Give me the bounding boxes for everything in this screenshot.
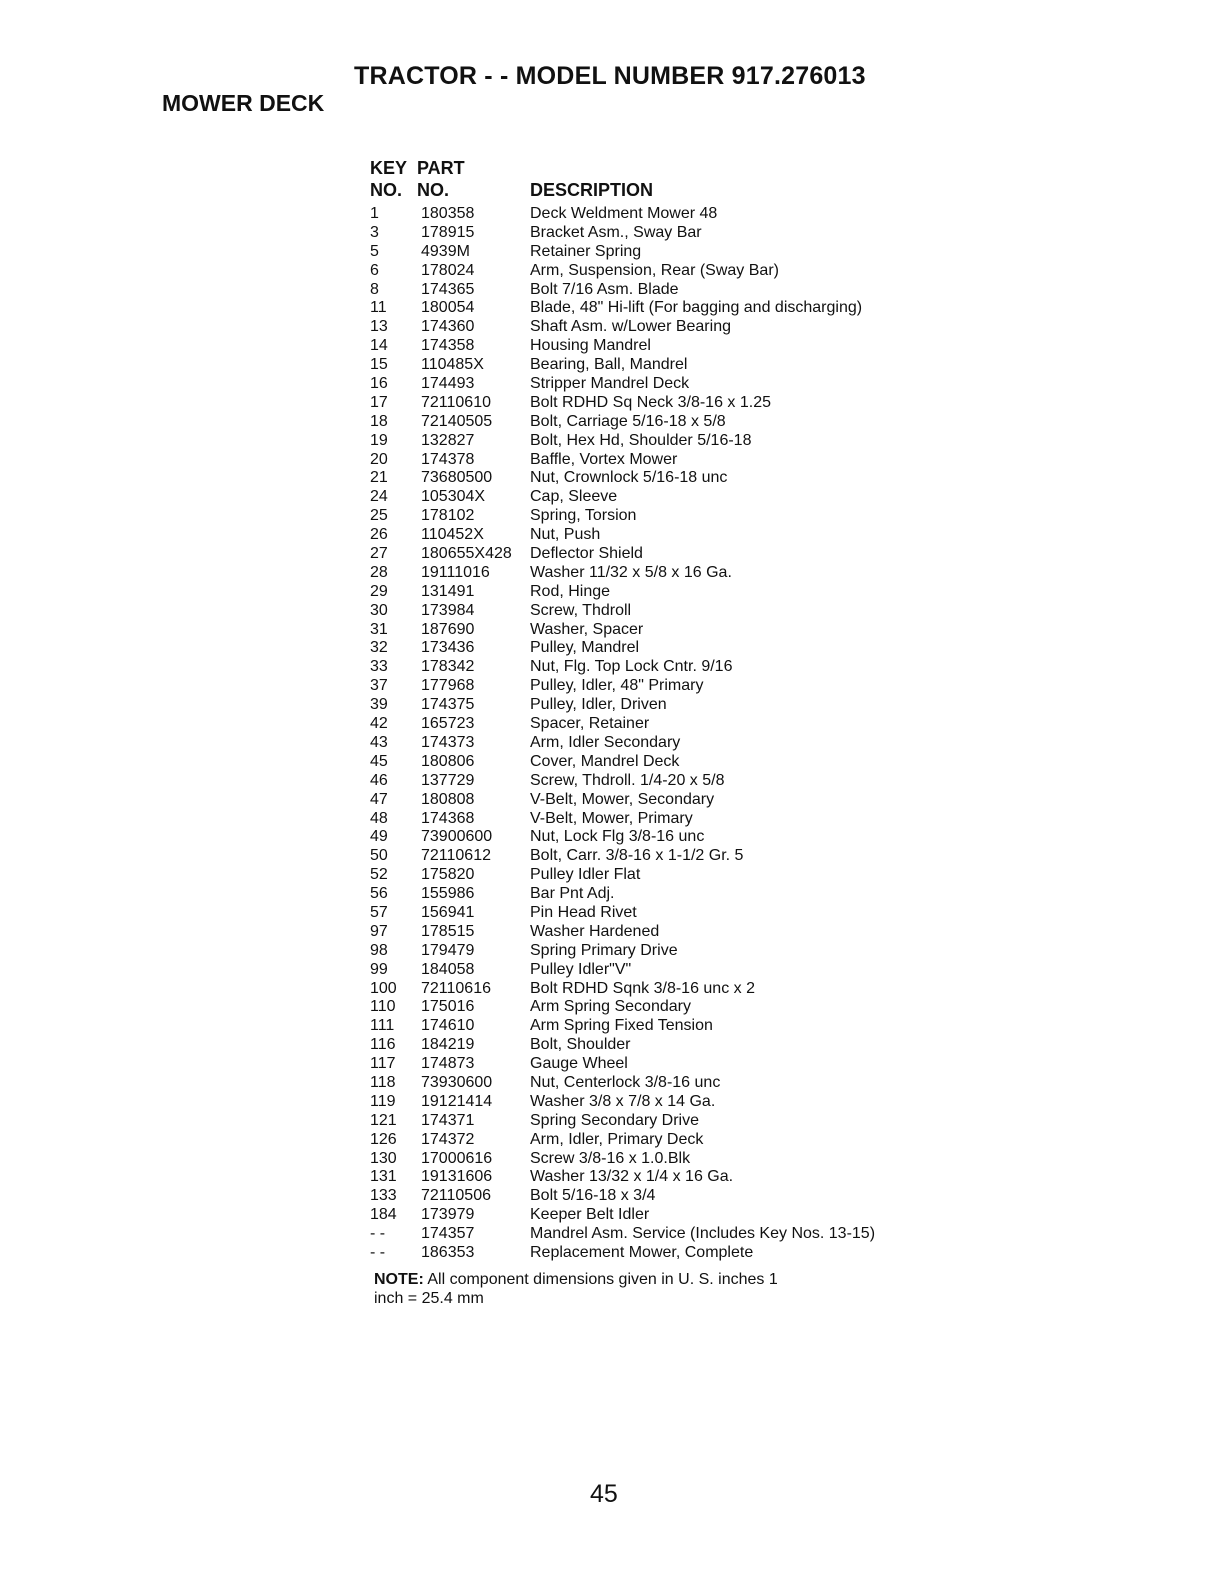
part-no-cell: 72140505: [421, 412, 493, 430]
key-no-cell: 33: [370, 658, 388, 676]
part-no-cell: 180806: [421, 752, 475, 770]
description-cell: Arm, Suspension, Rear (Sway Bar): [530, 261, 779, 279]
description-cell: Rod, Hinge: [530, 582, 611, 600]
table-row: [368, 866, 968, 885]
part-no-cell: 186353: [421, 1243, 475, 1261]
key-no-cell: 97: [370, 922, 388, 940]
description-cell: Baffle, Vortex Mower: [530, 450, 678, 468]
description-cell: Housing Mandrel: [530, 337, 651, 355]
key-no-cell: 130: [370, 1149, 397, 1167]
key-no-cell: 14: [370, 337, 388, 355]
table-row: [368, 980, 968, 999]
key-no-cell: 32: [370, 639, 388, 657]
key-no-cell: 118: [370, 1073, 396, 1091]
key-no-cell: 27: [370, 545, 388, 563]
key-no-cell: 111: [370, 1017, 395, 1035]
table-row: [368, 243, 968, 262]
description-cell: Gauge Wheel: [530, 1055, 628, 1073]
part-no-cell: 17000616: [421, 1149, 493, 1167]
description-cell: Bolt 5/16-18 x 3/4: [530, 1187, 656, 1205]
key-no-cell: - -: [370, 1225, 386, 1243]
key-no-cell: 39: [370, 696, 388, 714]
description-cell: Bolt RDHD Sqnk 3/8-16 unc x 2: [530, 979, 755, 997]
table-row: [368, 791, 968, 810]
key-no-cell: 13: [370, 318, 388, 336]
key-no-header-line1: KEY: [370, 158, 408, 178]
description-cell: Retainer Spring: [530, 242, 642, 260]
description-cell: Deflector Shield: [530, 545, 643, 563]
table-row: [368, 281, 968, 300]
key-no-cell: 21: [370, 469, 388, 487]
part-no-cell: 174873: [421, 1055, 475, 1073]
key-no-cell: 47: [370, 790, 388, 808]
part-no-cell: 131491: [421, 582, 475, 600]
key-no-cell: 99: [370, 960, 388, 978]
part-no-cell: 174360: [421, 318, 475, 336]
description-cell: Nut, Flg. Top Lock Cntr. 9/16: [530, 658, 733, 676]
part-no-cell: 178102: [421, 507, 475, 525]
table-row: [368, 1112, 968, 1131]
table-row: [368, 1225, 968, 1244]
description-cell: Stripper Mandrel Deck: [530, 375, 690, 393]
part-no-cell: 174372: [421, 1130, 475, 1148]
part-no-cell: 19111016: [421, 563, 490, 581]
description-cell: V-Belt, Mower, Primary: [530, 809, 693, 827]
part-no-cell: 173984: [421, 601, 475, 619]
note: [374, 1270, 794, 1308]
description-cell: Pulley Idler"V": [530, 960, 632, 978]
description-cell: Washer, Spacer: [530, 620, 644, 638]
part-no-cell: 73930600: [421, 1073, 493, 1091]
description-cell: Bar Pnt Adj.: [530, 885, 615, 903]
description-cell: Washer 11/32 x 5/8 x 16 Ga.: [530, 563, 732, 581]
table-row: [368, 998, 968, 1017]
description-cell: Spring Primary Drive: [530, 941, 678, 959]
key-no-cell: 45: [370, 752, 388, 770]
part-no-cell: 72110612: [421, 847, 491, 865]
description-cell: Nut, Crownlock 5/16-18 unc: [530, 469, 728, 487]
description-cell: Deck Weldment Mower 48: [530, 205, 718, 222]
part-no-cell: 156941: [421, 903, 475, 921]
table-row: [368, 394, 968, 413]
part-no-cell: 178342: [421, 658, 475, 676]
table-row: [368, 1244, 968, 1263]
part-no-cell: 175820: [421, 866, 475, 884]
key-no-cell: 30: [370, 601, 388, 619]
key-no-cell: 1: [370, 205, 379, 222]
key-no-cell: 11: [370, 299, 387, 317]
table-row: [368, 1206, 968, 1225]
table-row: [368, 734, 968, 753]
part-no-cell: 110452X: [421, 526, 484, 544]
description-cell: Arm, Idler, Primary Deck: [530, 1130, 704, 1148]
part-no-cell: 105304X: [421, 488, 486, 506]
table-row: [368, 1168, 968, 1187]
key-no-cell: 121: [370, 1111, 397, 1129]
key-no-cell: 5: [370, 242, 379, 260]
part-no-cell: 174357: [421, 1225, 475, 1243]
description-cell: Spring, Torsion: [530, 507, 637, 525]
table-row: [368, 488, 968, 507]
part-no-cell: 19131606: [421, 1168, 493, 1186]
table-row: [368, 772, 968, 791]
description-cell: Pulley, Idler, Driven: [530, 696, 667, 714]
part-no-cell: 174358: [421, 337, 475, 355]
description-cell: Pulley, Mandrel: [530, 639, 640, 657]
description-cell: Cover, Mandrel Deck: [530, 752, 680, 770]
part-no-cell: 165723: [421, 715, 475, 733]
part-no-cell: 178515: [421, 922, 475, 940]
table-row: [368, 224, 968, 243]
table-row: [368, 677, 968, 696]
table-row: [368, 621, 968, 640]
parts-list-header: [368, 158, 968, 205]
part-no-cell: 175016: [421, 998, 475, 1016]
key-no-cell: 18: [370, 412, 388, 430]
table-row: [368, 451, 968, 470]
table-row: [368, 1187, 968, 1206]
table-row: [368, 526, 968, 545]
description-cell: V-Belt, Mower, Secondary: [530, 790, 715, 808]
description-cell: Pin Head Rivet: [530, 903, 637, 921]
part-no-cell: 174365: [421, 280, 475, 298]
table-row: [368, 469, 968, 488]
table-row: [368, 1074, 968, 1093]
part-no-cell: 174371: [421, 1111, 475, 1129]
key-no-cell: 116: [370, 1036, 396, 1054]
part-no-cell: 187690: [421, 620, 475, 638]
part-no-cell: 178915: [421, 223, 475, 241]
key-no-cell: 29: [370, 582, 388, 600]
table-row: [368, 564, 968, 583]
part-no-cell: 184058: [421, 960, 475, 978]
part-no-cell: 180808: [421, 790, 475, 808]
note-text: All component dimensions given in U. S. inches 1 inch = 25.4 mm: [374, 1271, 778, 1307]
key-no-cell: 131: [370, 1168, 397, 1186]
key-no-cell: 28: [370, 563, 388, 581]
part-no-header-line2: NO.: [417, 180, 450, 200]
key-no-cell: 52: [370, 866, 388, 884]
description-cell: Cap, Sleeve: [530, 488, 618, 506]
description-cell: Bolt RDHD Sq Neck 3/8-16 x 1.25: [530, 393, 771, 411]
description-cell: Nut, Centerlock 3/8-16 unc: [530, 1073, 721, 1091]
key-no-cell: 8: [370, 280, 379, 298]
part-no-cell: 180655X428: [421, 545, 512, 563]
key-no-cell: 43: [370, 733, 388, 751]
description-cell: Washer Hardened: [530, 922, 660, 940]
page-number: 45: [590, 1480, 618, 1508]
table-row: [368, 1150, 968, 1169]
key-no-cell: 110: [370, 998, 396, 1016]
description-cell: Washer 3/8 x 7/8 x 14 Ga.: [530, 1092, 716, 1110]
table-row: [368, 545, 968, 564]
part-no-cell: 4939M: [421, 242, 470, 260]
key-no-cell: 184: [370, 1206, 397, 1224]
key-no-cell: 133: [370, 1187, 397, 1205]
part-no-cell: 184219: [421, 1036, 475, 1054]
key-no-cell: 50: [370, 847, 388, 865]
key-no-cell: 48: [370, 809, 388, 827]
key-no-cell: 56: [370, 885, 388, 903]
part-no-cell: 180358: [421, 205, 475, 222]
key-no-cell: 100: [370, 979, 397, 997]
key-no-cell: 19: [370, 431, 388, 449]
description-header: DESCRIPTION: [530, 180, 654, 200]
table-row: [368, 904, 968, 923]
table-row: [368, 715, 968, 734]
part-no-cell: 177968: [421, 677, 475, 695]
part-no-cell: 173436: [421, 639, 475, 657]
part-no-cell: 173979: [421, 1206, 475, 1224]
description-cell: Bearing, Ball, Mandrel: [530, 356, 688, 374]
key-no-cell: 126: [370, 1130, 397, 1148]
description-cell: Shaft Asm. w/Lower Bearing: [530, 318, 731, 336]
part-no-cell: 174368: [421, 809, 475, 827]
table-row: [368, 356, 968, 375]
description-cell: Pulley, Idler, 48" Primary: [530, 677, 704, 695]
description-cell: Arm, Idler Secondary: [530, 733, 681, 751]
description-cell: Nut, Push: [530, 526, 601, 544]
table-row: [368, 885, 968, 904]
part-no-cell: 19121414: [421, 1092, 493, 1110]
key-no-cell: 16: [370, 375, 388, 393]
description-cell: Spring Secondary Drive: [530, 1111, 699, 1129]
description-cell: Nut, Lock Flg 3/8-16 unc: [530, 828, 705, 846]
part-no-cell: 72110610: [421, 393, 491, 411]
section-title: MOWER DECK: [162, 90, 325, 116]
part-no-cell: 179479: [421, 941, 475, 959]
key-no-cell: - -: [370, 1243, 386, 1261]
part-no-cell: 132827: [421, 431, 475, 449]
description-cell: Spacer, Retainer: [530, 715, 650, 733]
description-cell: Mandrel Asm. Service (Includes Key Nos. 13-15): [530, 1225, 876, 1243]
description-cell: Arm Spring Fixed Tension: [530, 1017, 713, 1035]
table-row: [368, 828, 968, 847]
key-no-cell: 26: [370, 526, 388, 544]
table-row: [368, 432, 968, 451]
description-cell: Bracket Asm., Sway Bar: [530, 223, 702, 241]
table-row: [368, 205, 968, 224]
description-cell: Keeper Belt Idler: [530, 1206, 650, 1224]
table-row: [368, 318, 968, 337]
key-no-cell: 17: [370, 393, 388, 411]
description-cell: Screw, Thdroll. 1/4-20 x 5/8: [530, 771, 725, 789]
table-row: [368, 337, 968, 356]
table-row: [368, 1131, 968, 1150]
table-row: [368, 1017, 968, 1036]
page-title: TRACTOR - - MODEL NUMBER 917.276013: [354, 62, 866, 90]
table-row: [368, 923, 968, 942]
part-no-cell: 178024: [421, 261, 475, 279]
table-row: [368, 810, 968, 829]
description-cell: Blade, 48" Hi-lift (For bagging and discharging): [530, 299, 863, 317]
table-row: [368, 1093, 968, 1112]
table-row: [368, 847, 968, 866]
key-no-cell: 46: [370, 771, 388, 789]
key-no-cell: 25: [370, 507, 388, 525]
table-row: [368, 262, 968, 281]
description-cell: Pulley Idler Flat: [530, 866, 641, 884]
part-no-cell: 174378: [421, 450, 475, 468]
part-no-cell: 73900600: [421, 828, 493, 846]
key-no-cell: 42: [370, 715, 388, 733]
table-row: [368, 942, 968, 961]
table-row: [368, 375, 968, 394]
key-no-cell: 31: [370, 620, 388, 638]
table-row: [368, 583, 968, 602]
description-cell: Bolt, Carr. 3/8-16 x 1-1/2 Gr. 5: [530, 847, 744, 865]
key-no-cell: 119: [370, 1092, 396, 1110]
table-row: [368, 413, 968, 432]
part-no-cell: 73680500: [421, 469, 493, 487]
table-row: [368, 961, 968, 980]
note-label: NOTE:: [374, 1271, 424, 1288]
key-no-cell: 49: [370, 828, 388, 846]
part-no-cell: 72110506: [421, 1187, 491, 1205]
key-no-cell: 117: [370, 1055, 396, 1073]
description-cell: Screw 3/8-16 x 1.0.Blk: [530, 1149, 691, 1167]
description-cell: Bolt 7/16 Asm. Blade: [530, 280, 679, 298]
description-cell: Bolt, Carriage 5/16-18 x 5/8: [530, 412, 726, 430]
table-row: [368, 1055, 968, 1074]
table-row: [368, 1036, 968, 1055]
part-no-cell: 155986: [421, 885, 475, 903]
key-no-cell: 24: [370, 488, 388, 506]
key-no-cell: 3: [370, 223, 379, 241]
table-row: [368, 753, 968, 772]
key-no-cell: 6: [370, 261, 379, 279]
table-row: [368, 299, 968, 318]
part-no-cell: 137729: [421, 771, 475, 789]
part-no-cell: 174373: [421, 733, 475, 751]
description-cell: Washer 13/32 x 1/4 x 16 Ga.: [530, 1168, 734, 1186]
part-no-cell: 174493: [421, 375, 475, 393]
parts-list: [368, 158, 968, 1263]
part-no-cell: 180054: [421, 299, 475, 317]
part-no-cell: 72110616: [421, 979, 491, 997]
description-cell: Screw, Thdroll: [530, 601, 632, 619]
table-row: [368, 507, 968, 526]
part-no-cell: 110485X: [421, 356, 484, 374]
part-no-header-line1: PART: [417, 158, 465, 178]
key-no-cell: 57: [370, 903, 388, 921]
part-no-cell: 174610: [421, 1017, 475, 1035]
table-row: [368, 696, 968, 715]
key-no-header-line2: NO.: [370, 180, 403, 200]
table-row: [368, 639, 968, 658]
description-cell: Bolt, Hex Hd, Shoulder 5/16-18: [530, 431, 752, 449]
description-cell: Replacement Mower, Complete: [530, 1243, 754, 1261]
table-row: [368, 602, 968, 621]
key-no-cell: 37: [370, 677, 388, 695]
table-row: [368, 658, 968, 677]
key-no-cell: 15: [370, 356, 388, 374]
part-no-cell: 174375: [421, 696, 475, 714]
description-cell: Bolt, Shoulder: [530, 1036, 631, 1054]
parts-list-rows: [368, 205, 968, 1263]
key-no-cell: 20: [370, 450, 388, 468]
description-cell: Arm Spring Secondary: [530, 998, 691, 1016]
key-no-cell: 98: [370, 941, 388, 959]
